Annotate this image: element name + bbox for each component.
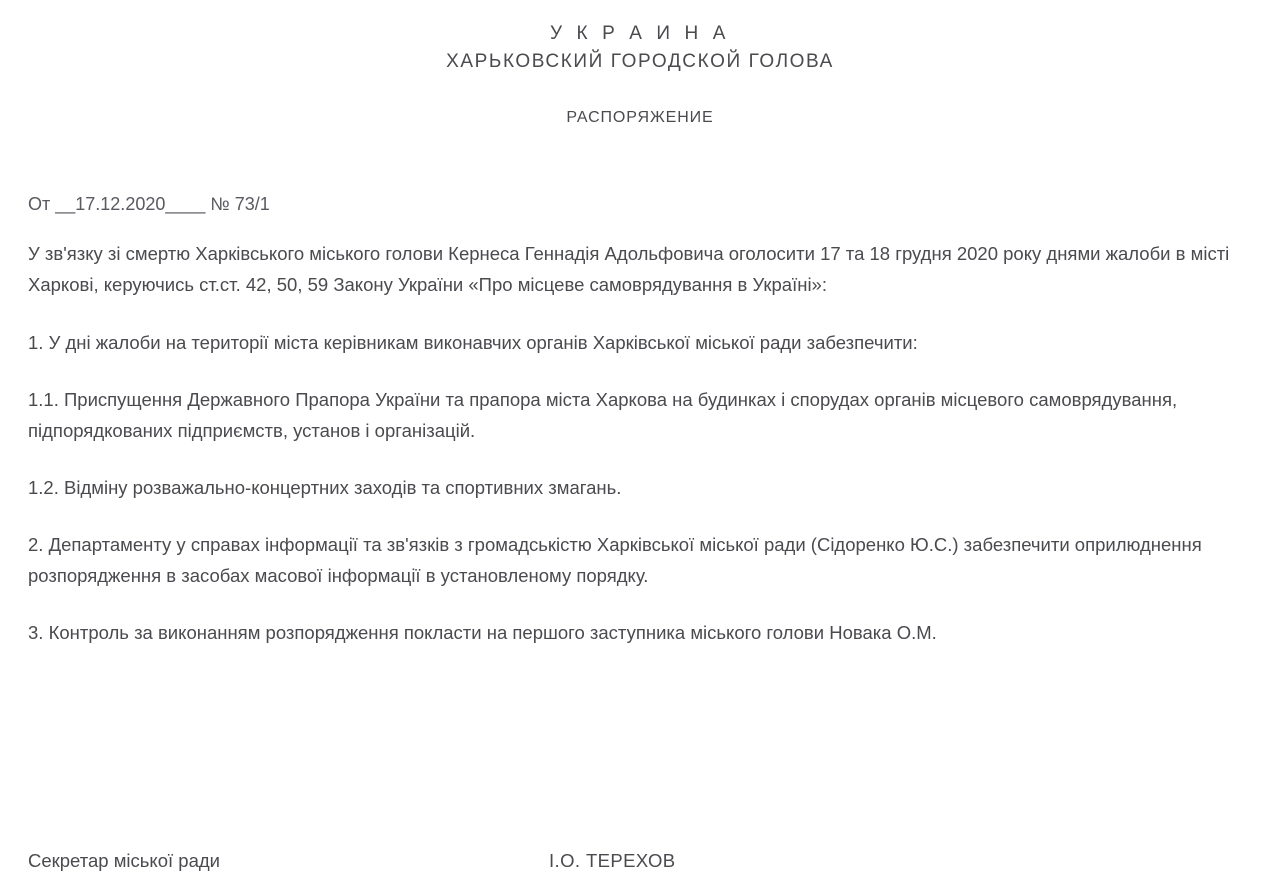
body-item-3: 3. Контроль за виконанням розпорядження покласти на першого заступника міського голови Новака О.М. [28,622,937,643]
header-document-kind: РАСПОРЯЖЕНИЕ [566,109,714,126]
body-item-1-1: 1.1. Приспущення Державного Прапора України та прапора міста Харкова на будинках і спорудах органів місцевого самоврядування, підпорядкованих підприємств, установ і організацій. [28,389,1178,441]
body-item-1: 1. У дні жалоби на території міста керівникам виконавчих органів Харківської міської ради забезпечити: [28,332,918,353]
signatory-role: Секретар міської ради [28,850,220,871]
body-lead-paragraph: У зв'язку зі смертю Харківського міського голови Кернеса Геннадія Адольфовича оголосити 17 та 18 грудня 2020 року днями жалоби в місті Харкові, керуючись ст.ст. 42, 50, 59 Закону України «Про місцеве самоврядування в Україні»: [28,243,1230,295]
document-meta-line: От __17.12.2020____ № 73/1 [28,194,270,214]
document-body [28,238,1252,648]
signature-block [28,848,1252,874]
body-item-1-2: 1.2. Відміну розважально-концертних заходів та спортивних змагань. [28,477,622,498]
body-item-2: 2. Департаменту у справах інформації та зв'язків з громадськістю Харківської міської ради (Сідоренко Ю.С.) забезпечити оприлюднення розпорядження в засобах масової інформації в установленому порядку. [28,534,1202,586]
signatory-name: І.О. ТЕРЕХОВ [549,850,676,871]
document-header [28,0,1252,129]
header-office-line: ХАРЬКОВСКИЙ ГОРОДСКОЙ ГОЛОВА [446,51,834,72]
header-country-line: У К Р А И Н А [549,23,730,44]
